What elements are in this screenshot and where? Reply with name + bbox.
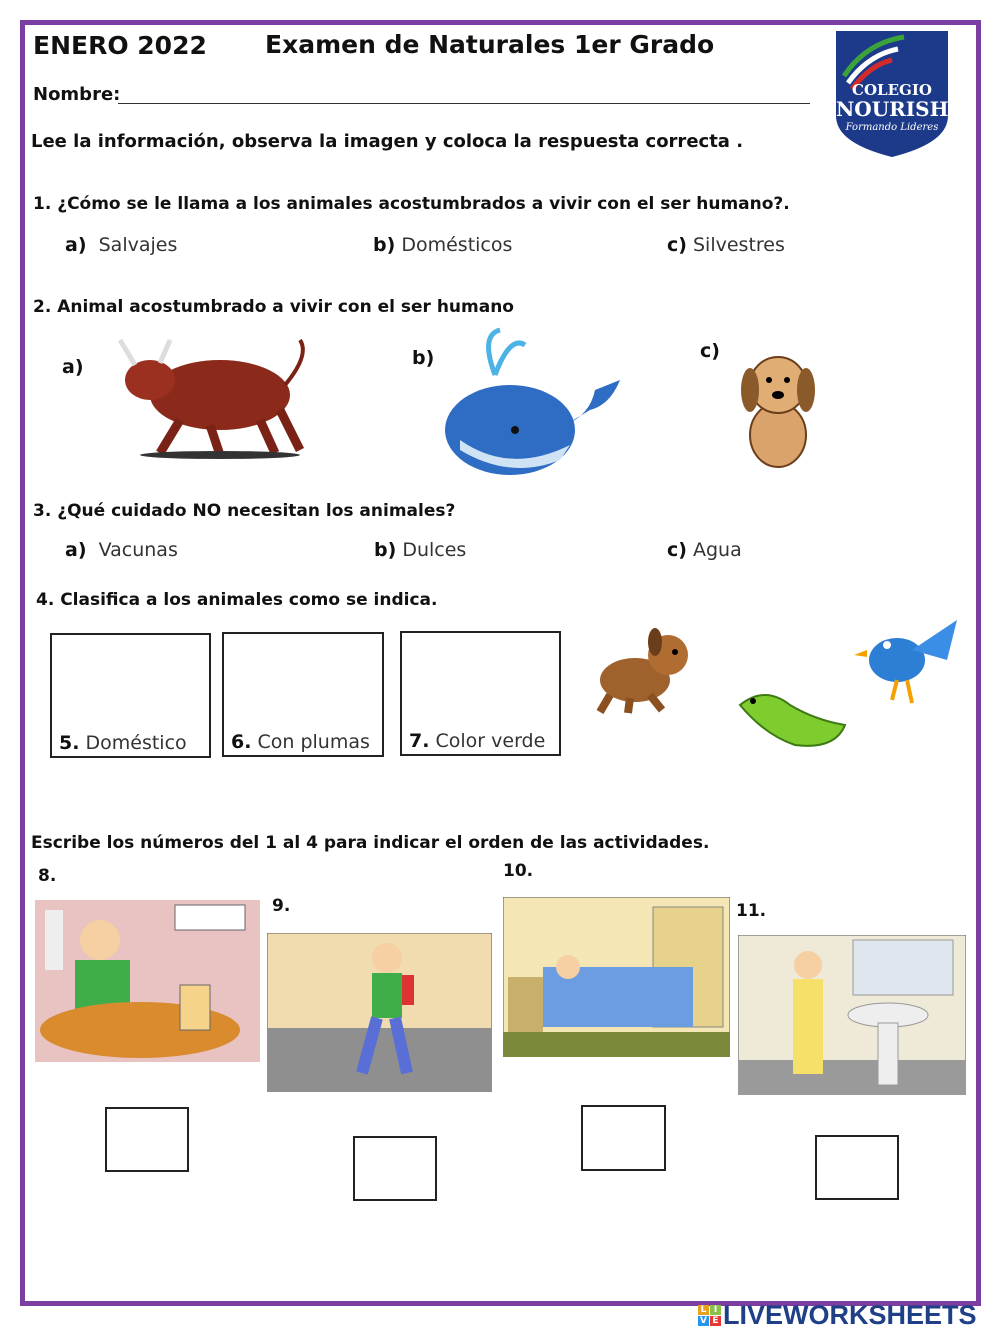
name-label: Nombre: [33,84,121,105]
question-4: 4. Clasifica a los animales como se indica. [36,590,438,610]
instruction: Lee la información, observa la imagen y coloca la respuesta correcta . [31,131,744,152]
q2-option-b-label[interactable]: b) [412,347,435,369]
q1-option-c[interactable]: c) Silvestres [667,234,785,256]
live-badge-icon: L I V E [698,1305,721,1326]
answer-box-9[interactable] [353,1136,437,1201]
page-title: Examen de Naturales 1er Grado [265,30,715,59]
question-2: 2. Animal acostumbrado a vivir con el ser humano [33,297,514,317]
q1-option-b[interactable]: b) Domésticos [373,234,513,256]
washing-hands-image [738,935,966,1095]
liveworksheets-watermark: L I V E LIVEWORKSHEETS [698,1300,977,1331]
answer-box-10[interactable] [581,1105,666,1171]
answer-box-11[interactable] [815,1135,899,1200]
iguana-image[interactable] [735,675,850,753]
question-3: 3. ¿Qué cuidado NO necesitan los animales? [33,501,456,521]
drop-box-domestico[interactable]: 5. Doméstico [50,633,211,758]
q3-option-c[interactable]: c) Agua [667,539,742,561]
item-9-label: 9. [272,896,291,916]
bird-image[interactable] [852,615,962,710]
order-instruction: Escribe los números del 1 al 4 para indicar el orden de las actividades. [31,833,710,853]
drop-box-color-verde[interactable]: 7. Color verde [400,631,561,756]
answer-box-8[interactable] [105,1107,189,1172]
breakfast-image [35,900,260,1062]
q2-option-c-label[interactable]: c) [700,340,720,362]
school-logo: COLEGIO NOURISH Formando Lideres [836,31,948,157]
exam-date: ENERO 2022 [33,31,207,60]
q2-option-a-label[interactable]: a) [62,356,84,378]
item-11-label: 11. [736,901,767,921]
drop-box-con-plumas[interactable]: 6. Con plumas [222,632,384,757]
whale-image[interactable] [440,325,622,480]
waking-up-image [503,897,730,1057]
question-1: 1. ¿Cómo se le llama a los animales acostumbrados a vivir con el ser humano?. [33,194,790,214]
q3-option-a[interactable]: a) Vacunas [65,539,178,561]
bull-image[interactable] [110,335,310,460]
walking-to-school-image [267,933,492,1092]
q3-option-b[interactable]: b) Dulces [374,539,467,561]
item-8-label: 8. [38,866,57,886]
dog-image[interactable] [738,350,818,470]
puppy-image[interactable] [590,620,700,715]
item-10-label: 10. [503,861,534,881]
name-input-line[interactable] [118,103,810,104]
q1-option-a[interactable]: a) Salvajes [65,234,178,256]
